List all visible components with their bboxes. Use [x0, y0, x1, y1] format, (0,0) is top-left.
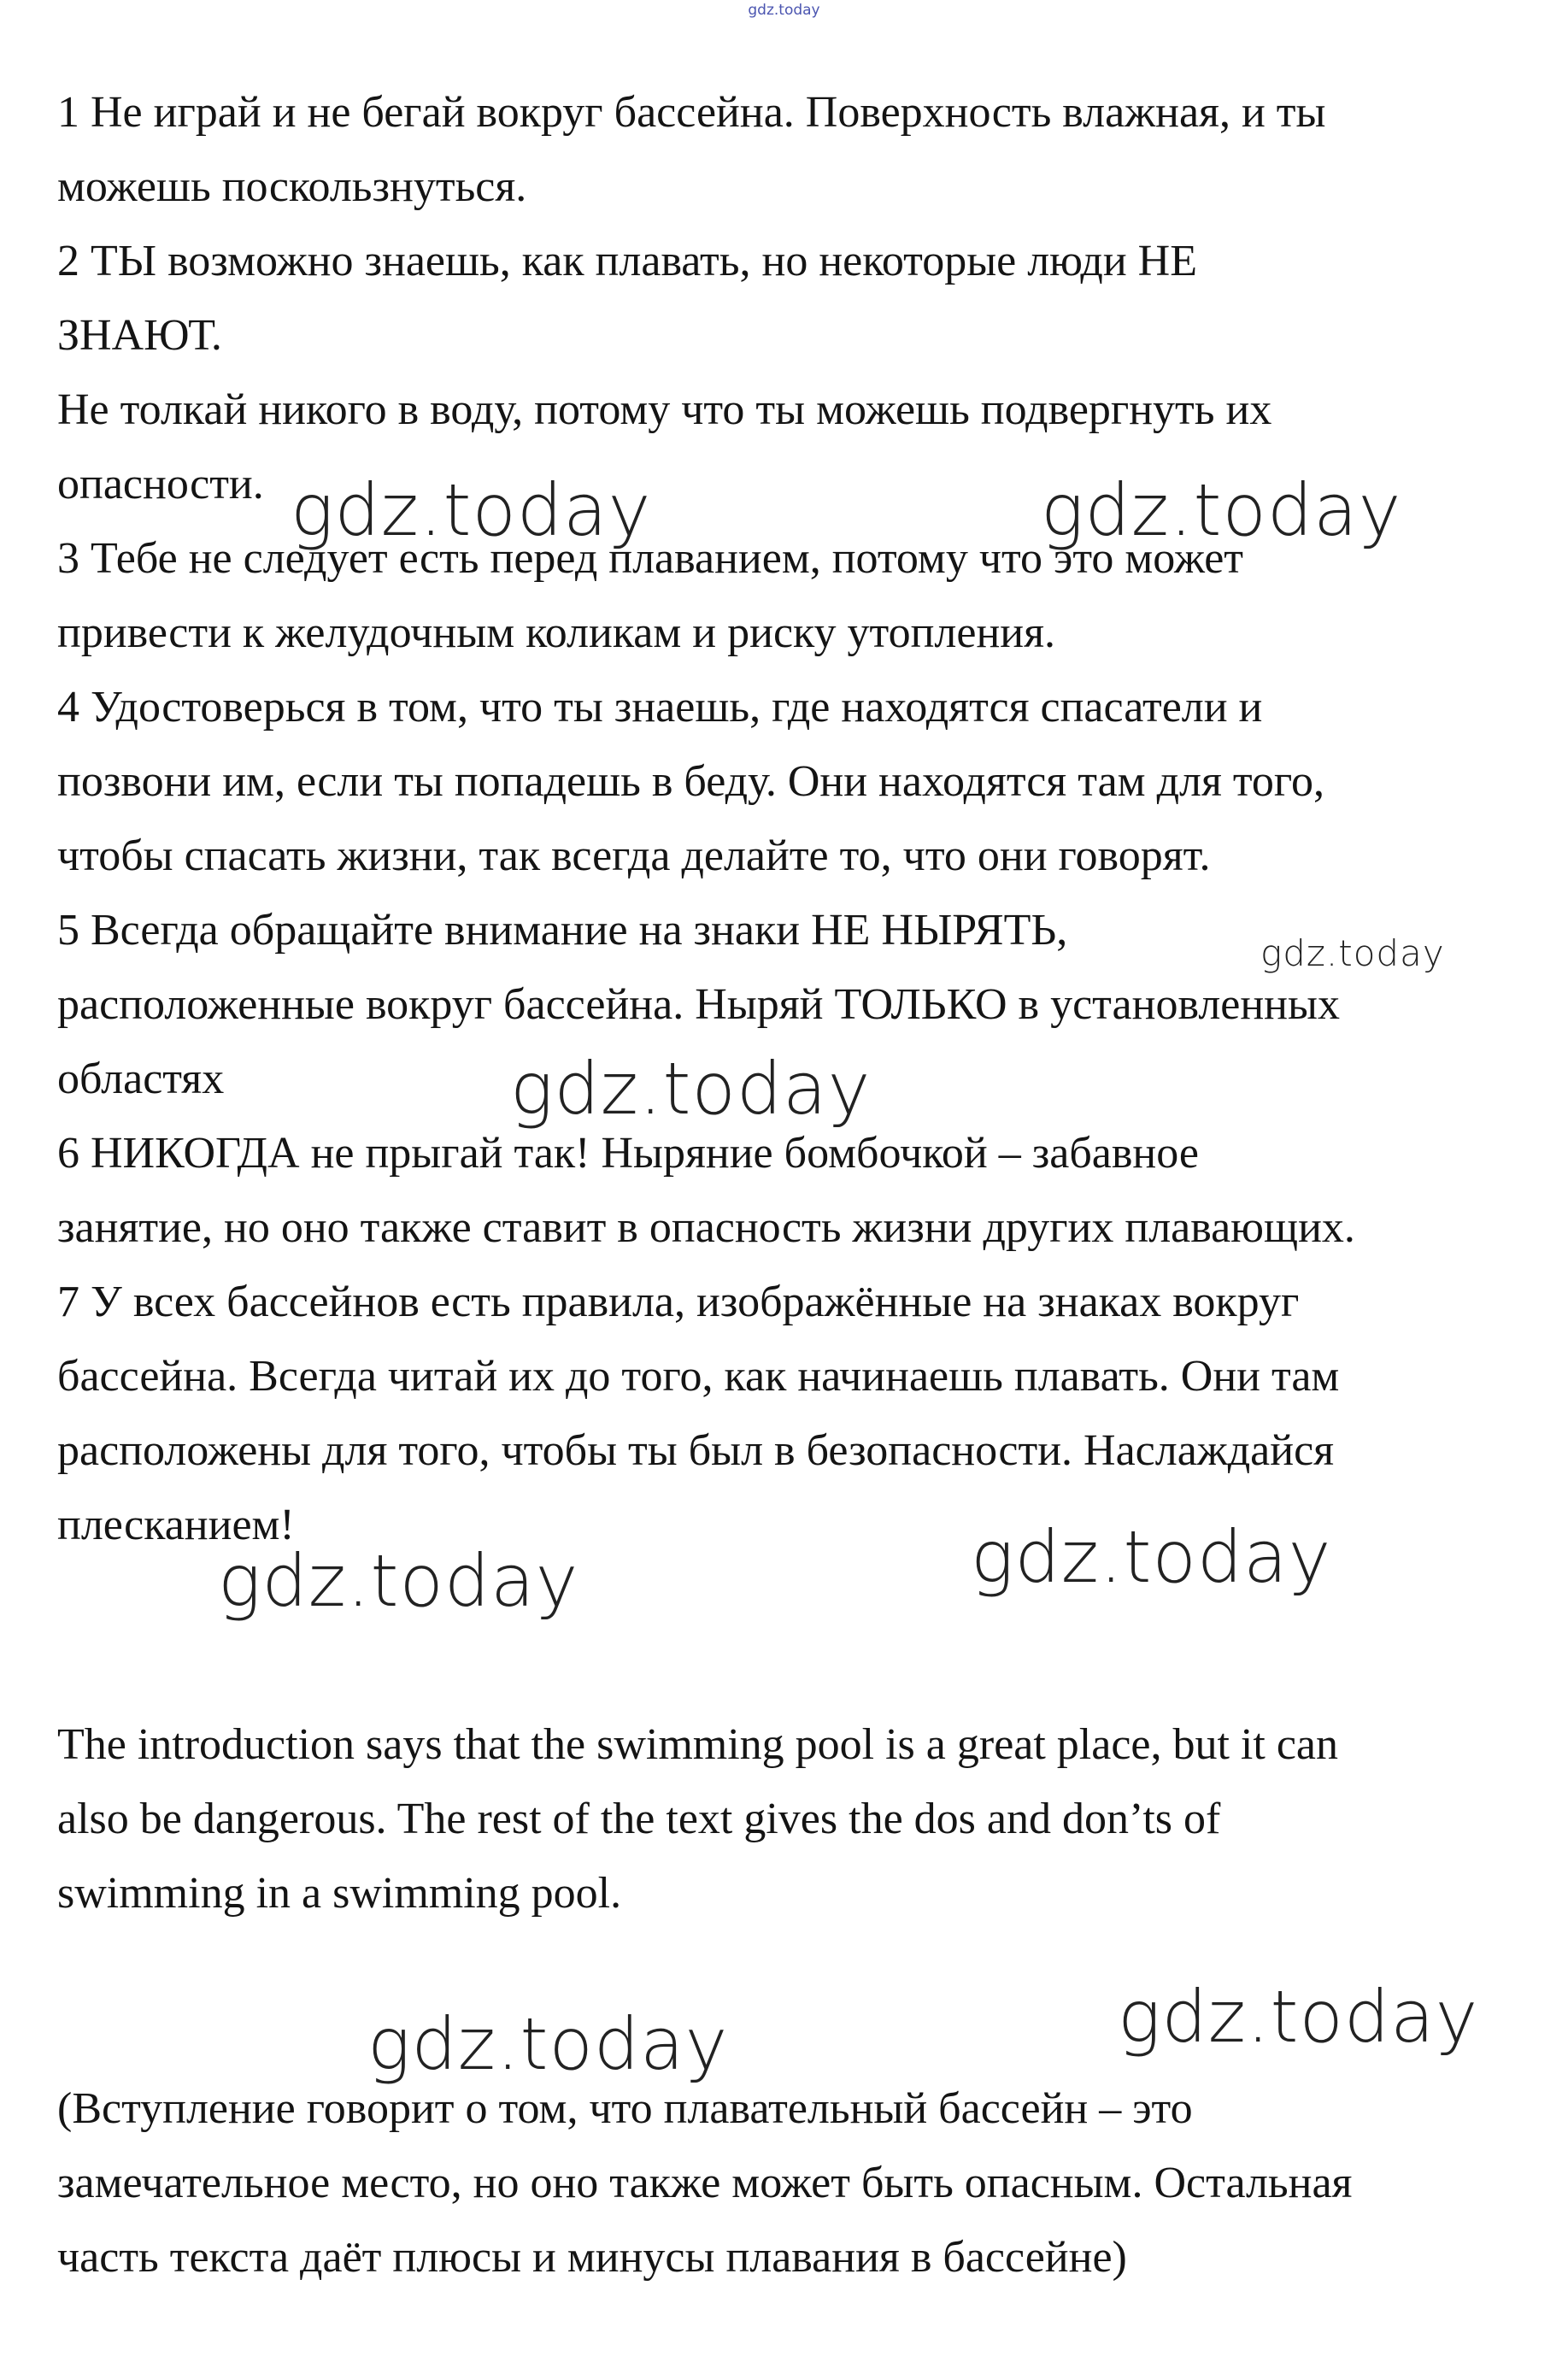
- doc-line: расположены для того, чтобы ты был в безопасности. Наслаждайся: [57, 1426, 1335, 1475]
- doc-line: swimming in a swimming pool.: [57, 1869, 622, 1918]
- watermark: gdz.today: [971, 1515, 1332, 1599]
- doc-line: ЗНАЮТ.: [57, 311, 222, 360]
- watermark: gdz.today: [1041, 468, 1402, 552]
- doc-line: замечательное место, но оно также может быть опасным. Остальная: [57, 2159, 1353, 2207]
- doc-line: 7 У всех бассейнов есть правила, изображённые на знаках вокруг: [57, 1278, 1300, 1326]
- watermark: gdz.today: [1260, 932, 1445, 974]
- watermark: gdz.today: [218, 1539, 579, 1623]
- watermark: gdz.today: [1118, 1975, 1479, 2059]
- doc-line: also be dangerous. The rest of the text gives the dos and don’ts of: [57, 1795, 1221, 1843]
- doc-line: плесканием!: [57, 1501, 295, 1549]
- doc-line: (Вступление говорит о том, что плавательный бассейн – это: [57, 2084, 1193, 2133]
- doc-line: 4 Удостоверься в том, что ты знаешь, где находятся спасатели и: [57, 683, 1263, 732]
- doc-line: 6 НИКОГДА не прыгай так! Ныряние бомбочкой – забавное: [57, 1129, 1199, 1178]
- header-site-mark: gdz.today: [748, 2, 820, 19]
- doc-line: расположенные вокруг бассейна. Ныряй ТОЛЬКО в установленных: [57, 980, 1340, 1029]
- doc-line: бассейна. Всегда читай их до того, как начинаешь плавать. Они там: [57, 1352, 1340, 1401]
- doc-line: позвони им, если ты попадешь в беду. Они находятся там для того,: [57, 757, 1324, 806]
- doc-line: привести к желудочным коликам и риску утопления.: [57, 608, 1056, 657]
- doc-line: 1 Не играй и не бегай вокруг бассейна. Поверхность влажная, и ты: [57, 88, 1326, 137]
- doc-line: часть текста даёт плюсы и минусы плавания в бассейне): [57, 2233, 1127, 2282]
- doc-line: Не толкай никого в воду, потому что ты можешь подвергнуть их: [57, 385, 1272, 434]
- doc-line: можешь поскользнуться.: [57, 162, 527, 211]
- doc-line: 3 Тебе не следует есть перед плаванием, потому что это может: [57, 534, 1244, 583]
- doc-line: 2 ТЫ возможно знаешь, как плавать, но некоторые люди НЕ: [57, 237, 1197, 285]
- doc-line: 5 Всегда обращайте внимание на знаки НЕ НЫРЯТЬ,: [57, 906, 1068, 955]
- doc-line: The introduction says that the swimming pool is a great place, but it can: [57, 1720, 1338, 1769]
- doc-line: занятие, но оно также ставит в опасность жизни других плавающих.: [57, 1203, 1355, 1252]
- doc-line: областях: [57, 1055, 225, 1103]
- watermark: gdz.today: [291, 468, 652, 552]
- watermark: gdz.today: [367, 2002, 729, 2086]
- watermark: gdz.today: [510, 1047, 872, 1131]
- doc-line: опасности.: [57, 460, 264, 508]
- doc-line: чтобы спасать жизни, так всегда делайте то, что они говорят.: [57, 831, 1211, 880]
